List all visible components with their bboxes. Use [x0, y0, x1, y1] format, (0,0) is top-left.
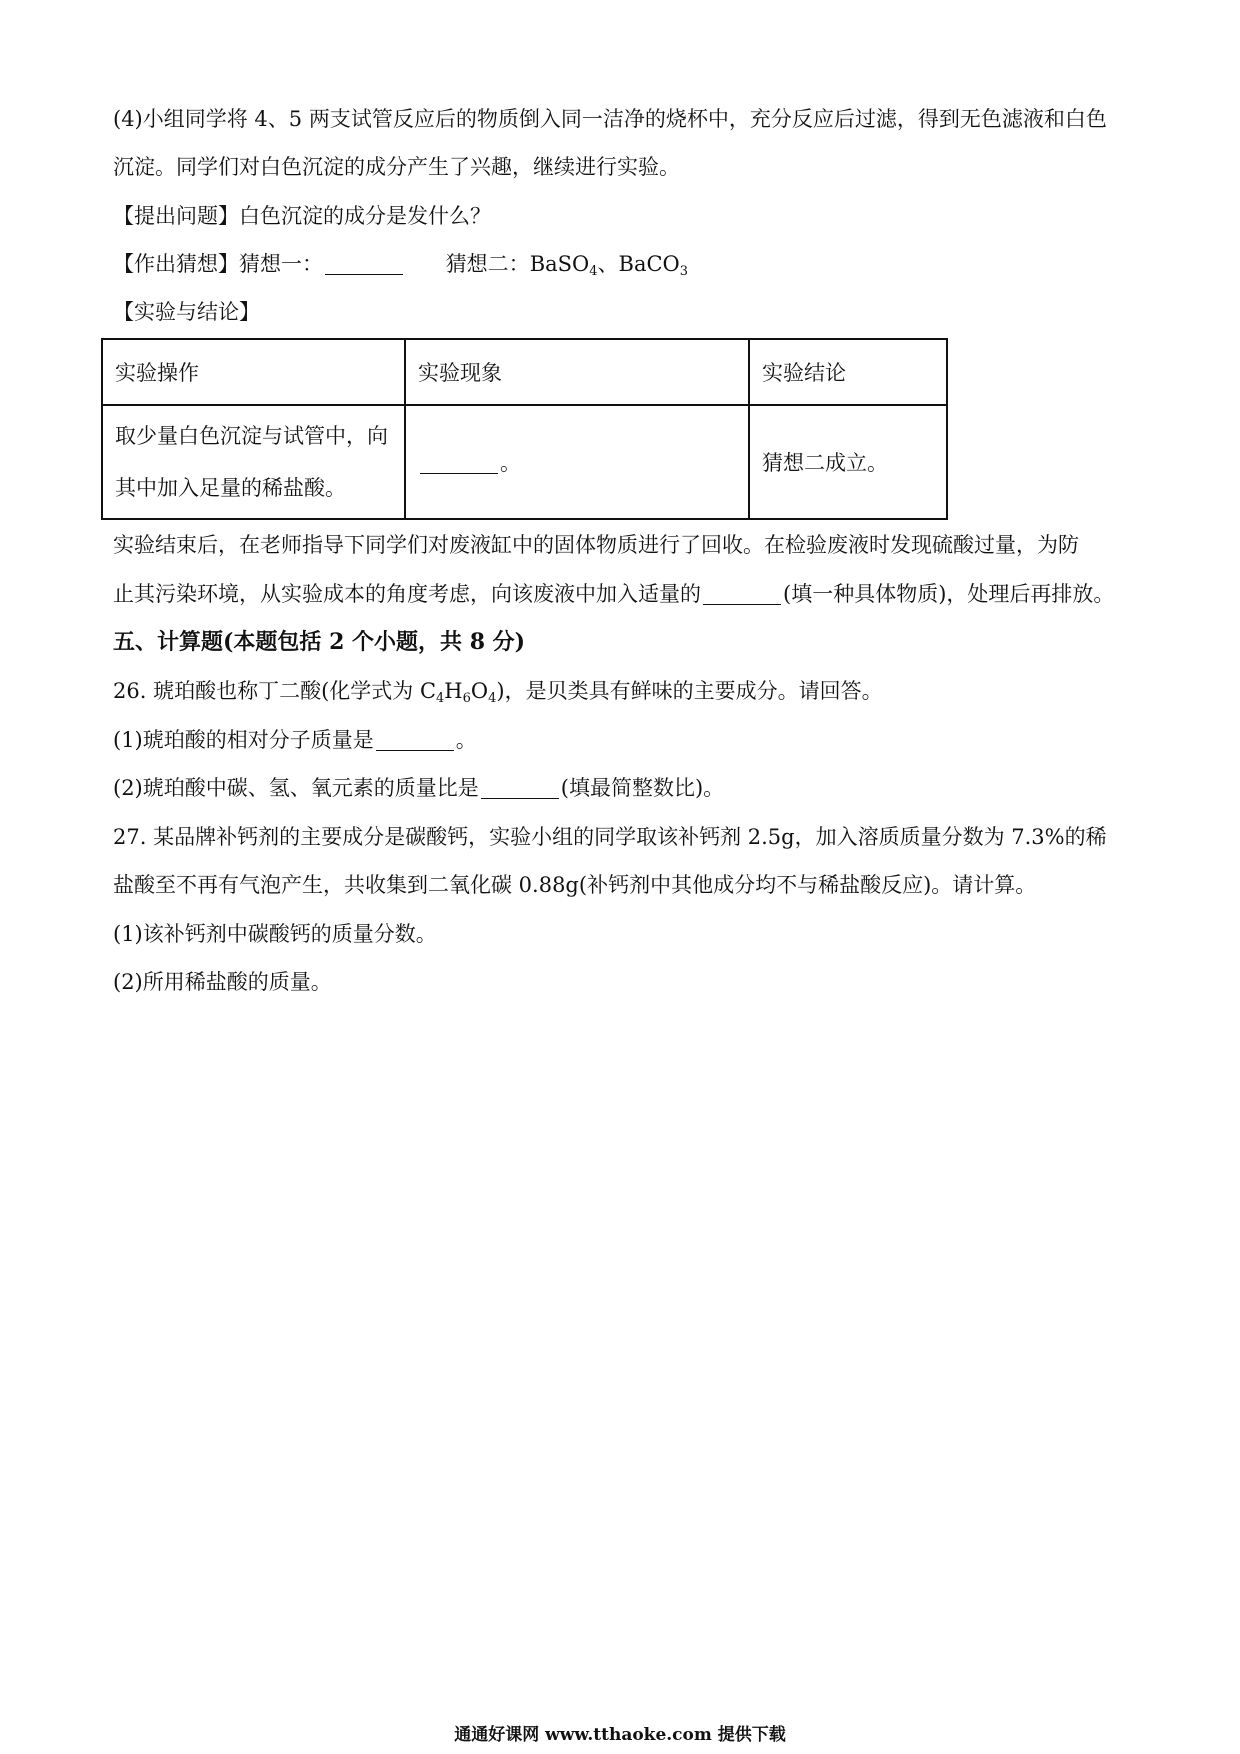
experiment-title: 【实验与结论】 [113, 300, 260, 324]
q27-line1: 27. 某品牌补钙剂的主要成分是碳酸钙，实验小组的同学取该补钙剂 2.5g，加入溶质质量分数为 7.3%的稀 [113, 825, 1107, 849]
hypothesis2-label: 猜想二： [445, 252, 530, 276]
section5-heading: 五、计算题(本题包括 2 个小题，共 8 分) [113, 629, 526, 655]
q26-intro: 26. 琥珀酸也称丁二酸(化学式为 $C_4H_6O_4$)，是贝类具有鲜味的主要成分。请回答。 [113, 679, 883, 706]
q25-part4-line2: 沉淀。同学们对白色沉淀的成分产生了兴趣，继续进行实验。 [113, 155, 680, 179]
header-conclusion: 实验结论 [749, 339, 947, 405]
substance-blank [703, 582, 781, 605]
q27-part2: (2)所用稀盐酸的质量。 [113, 970, 332, 994]
table-row [102, 405, 947, 519]
cell-phenomenon: 。 [405, 405, 749, 519]
q26-part2: (2)琥珀酸中碳、氢、氧元素的质量比是 (填最简整数比)。 [113, 776, 725, 800]
hypothesis-line [113, 249, 688, 279]
q27-part1: (1)该补钙剂中碳酸钙的质量分数。 [113, 922, 437, 946]
cell-conclusion: 猜想二成立。 [749, 405, 947, 519]
mass-ratio-blank [481, 776, 559, 799]
molar-mass-blank [376, 728, 454, 751]
hypothesis1-blank [325, 252, 403, 275]
header-phenomenon: 实验现象 [405, 339, 749, 405]
header-operation: 实验操作 [102, 339, 405, 405]
q27-line2: 盐酸至不再有气泡产生，共收集到二氧化碳 0.88g(补钙剂中其他成分均不与稀盐酸反应)。请计算。 [113, 873, 1037, 897]
after-experiment-line2: 止其污染环境，从实验成本的角度考虑，向该废液中加入适量的 (填一种具体物质)，处理后再排放。 [113, 582, 1115, 606]
after-experiment-line1: 实验结束后，在老师指导下同学们对废液缸中的固体物质进行了回收。在检验废液时发现硫酸过量，为防 [113, 533, 1079, 557]
hypothesis2-formula: BaSO$_4$、BaCO$_3$ [529, 252, 689, 279]
table-header-row [102, 339, 947, 405]
question-prompt: 【提出问题】白色沉淀的成分是发什么？ [113, 204, 491, 228]
experiment-table [101, 338, 948, 520]
cell-operation: 取少量白色沉淀与试管中，向其中加入足量的稀盐酸。 [102, 405, 405, 519]
q26-part1: (1)琥珀酸的相对分子质量是 。 [113, 728, 477, 752]
phenomenon-blank [420, 451, 498, 474]
hypothesis1-label: 【作出猜想】猜想一： [113, 252, 323, 276]
q25-part4-line1: (4)小组同学将 4、5 两支试管反应后的物质倒入同一洁净的烧杯中，充分反应后过滤，得到无色滤液和白色 [113, 107, 1107, 131]
footer-source: 通通好课网 www.tthaoke.com 提供下载 [454, 1725, 786, 1745]
